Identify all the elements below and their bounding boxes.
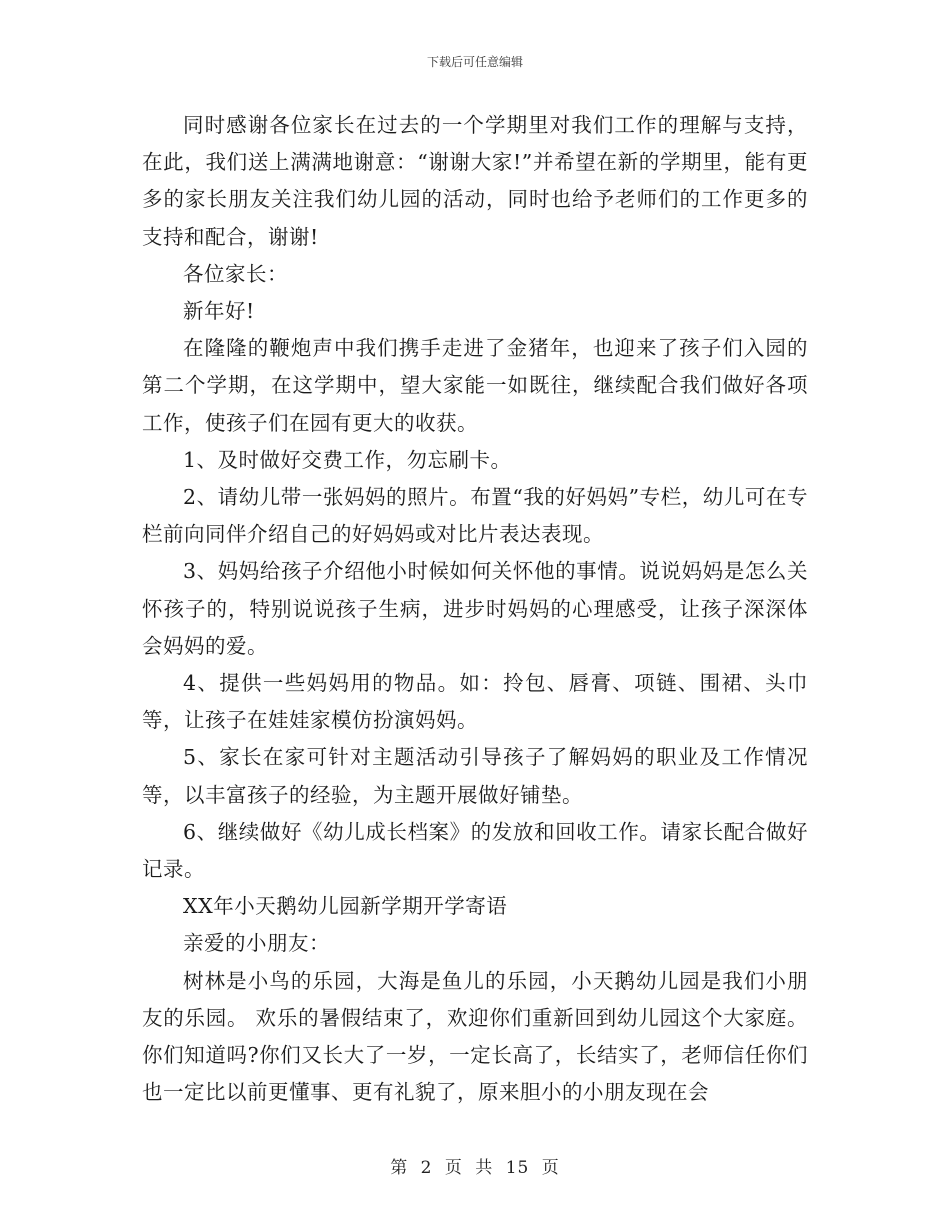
list-item-1: 1、及时做好交费工作，勿忘刷卡。: [183, 447, 512, 472]
paragraph-salutation-children: 亲爱的小朋友：: [183, 931, 330, 956]
list-item-3: 3、妈妈给孩子介绍他小时候如何关怀他的事情。说说妈妈是怎么关怀孩子的，特别说说孩子生病，进步时妈妈的心理感受，让孩子深深体会妈妈的爱。: [142, 559, 808, 658]
page-footer: 第 2 页 共 15 页: [390, 1158, 560, 1178]
paragraph-thanks: 同时感谢各位家长在过去的一个学期里对我们工作的理解与支持，在此，我们送上满满地谢意：“谢谢大家!”并希望在新的学期里，能有更多的家长朋友关注我们幼儿园的活动，同时也给予老师们的工作更多的支持和配合，谢谢!: [142, 113, 808, 249]
paragraph-salutation-parents: 各位家长：: [183, 261, 288, 286]
document-body: [142, 107, 808, 1111]
page-header: 下载后可任意编辑: [426, 55, 523, 69]
list-item-2: 2、请幼儿带一张妈妈的照片。布置“我的好妈妈”专栏，幼儿可在专栏前向同伴介绍自己的好妈妈或对比片表达表现。: [142, 485, 808, 547]
paragraph-new-year-greeting: 新年好!: [183, 299, 255, 324]
paragraph-welcome: 树林是小鸟的乐园，大海是鱼儿的乐园，小天鹅幼儿园是我们小朋友的乐园。 欢乐的暑假结束了，欢迎你们重新回到幼儿园这个大家庭。你们知道吗?你们又长大了一岁，一定长高了，长结实了，老师信任你们也一定比以前更懂事、更有礼貌了，原来胆小的小朋友现在会: [142, 968, 808, 1105]
section-title: XX年小天鹅幼儿园新学期开学寄语: [183, 894, 508, 919]
paragraph-intro: 在隆隆的鞭炮声中我们携手走进了金猪年，也迎来了孩子们入园的第二个学期，在这学期中，望大家能一如既往，继续配合我们做好各项工作，使孩子们在园有更大的收获。: [142, 336, 808, 435]
list-item-4: 4、提供一些妈妈用的物品。如：拎包、唇膏、项链、围裙、头巾等，让孩子在娃娃家模仿扮演妈妈。: [142, 671, 808, 733]
list-item-5: 5、家长在家可针对主题活动引导孩子了解妈妈的职业及工作情况等，以丰富孩子的经验，为主题开展做好铺垫。: [142, 745, 808, 807]
list-item-6: 6、继续做好《幼儿成长档案》的发放和回收工作。请家长配合做好记录。: [142, 819, 808, 882]
